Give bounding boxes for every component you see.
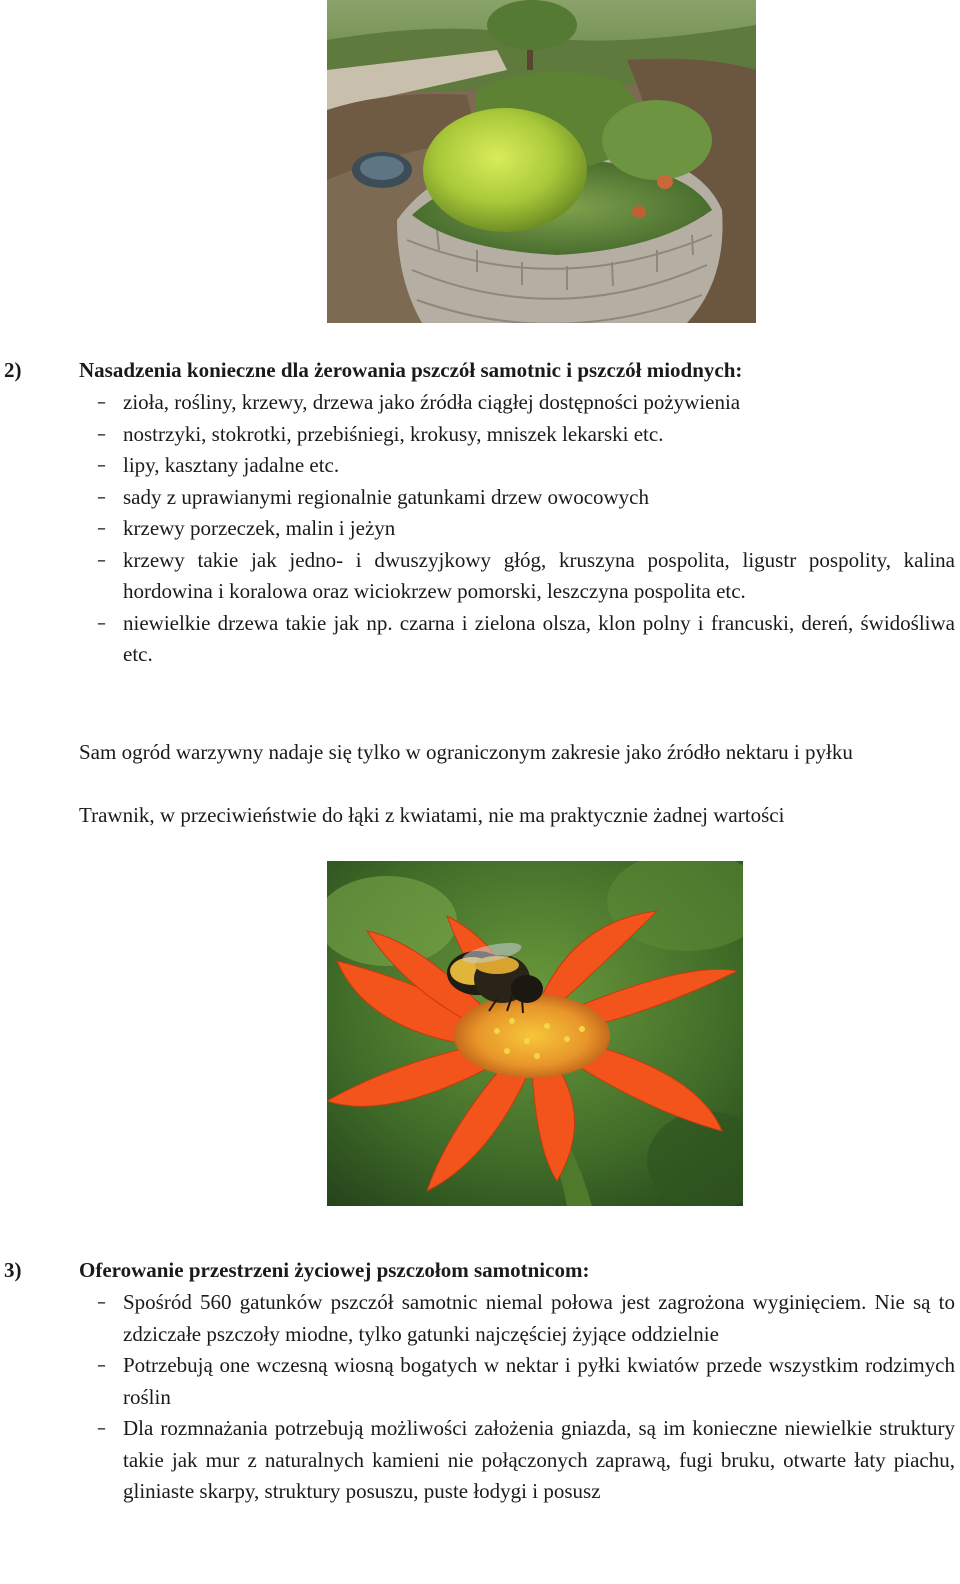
- list-item: – Dla rozmnażania potrzebują możliwości założenia gniazda, są im konieczne niewielkie struktury takie jak mur z naturalnych kamieni nie połączonych zaprawą, fugi bruku, otwarte łaty piachu, gliniaste skarpy, struktury posuszu, puste łodygi i posusz: [0, 1413, 955, 1508]
- list-item: – krzewy takie jak jedno- i dwuszyjkowy głóg, kruszyna pospolita, ligustr pospolity, kalina hordowina i koralowa oraz wiciokrzew pomorski, leszczyna pospolita etc.: [0, 545, 955, 608]
- lawn-paragraph: Trawnik, w przeciwieństwie do łąki z kwiatami, nie ma praktycznie żadnej wartości: [79, 803, 785, 827]
- herb-spiral-photo: [327, 0, 756, 323]
- dash-marker: –: [97, 423, 106, 445]
- section-title: Nasadzenia konieczne dla żerowania pszczół samotnic i pszczół miodnych:: [79, 358, 743, 382]
- planting-list: [0, 387, 955, 671]
- dash-marker: –: [97, 518, 106, 539]
- dash-marker: –: [97, 1355, 106, 1376]
- list-item: – Spośród 560 gatunków pszczół samotnic niemal połowa jest zagrożona wyginięciem. Nie są to zdziczałe pszczoły miodne, tylko gatunki najczęściej żyjące oddzielnie: [0, 1287, 955, 1350]
- habitat-list: [0, 1287, 955, 1508]
- list-item: – lipy, kasztany jadalne etc.: [0, 450, 955, 482]
- list-item: – zioła, rośliny, krzewy, drzewa jako źródła ciągłej dostępności pożywienia: [0, 387, 955, 419]
- vegetable-garden-paragraph: Sam ogród warzywny nadaje się tylko w ograniczonym zakresie jako źródło nektaru i pyłku: [79, 740, 853, 764]
- list-item: – krzewy porzeczek, malin i jeżyn: [0, 513, 955, 545]
- dash-marker: –: [97, 392, 106, 413]
- dash-marker: –: [97, 486, 106, 508]
- dash-marker: –: [97, 549, 106, 571]
- dash-marker: –: [97, 455, 106, 476]
- bee-on-flower-photo: [327, 861, 743, 1206]
- list-item: – sady z uprawianymi regionalnie gatunkami drzew owocowych: [0, 482, 955, 514]
- section-number: 3): [4, 1258, 22, 1282]
- dash-marker: –: [97, 612, 106, 634]
- section-number: 2): [4, 358, 22, 382]
- list-item: – Potrzebują one wczesną wiosną bogatych w nektar i pyłki kwiatów przede wszystkim rodzimych roślin: [0, 1350, 955, 1413]
- list-item: – nostrzyki, stokrotki, przebiśniegi, krokusy, mniszek lekarski etc.: [0, 419, 955, 451]
- list-item: – niewielkie drzewa takie jak np. czarna i zielona olsza, klon polny i francuski, dereń, świdośliwa etc.: [0, 608, 955, 671]
- dash-marker: –: [97, 1418, 106, 1439]
- section-title: Oferowanie przestrzeni życiowej pszczołom samotnicom:: [79, 1258, 590, 1282]
- dash-marker: –: [97, 1292, 106, 1313]
